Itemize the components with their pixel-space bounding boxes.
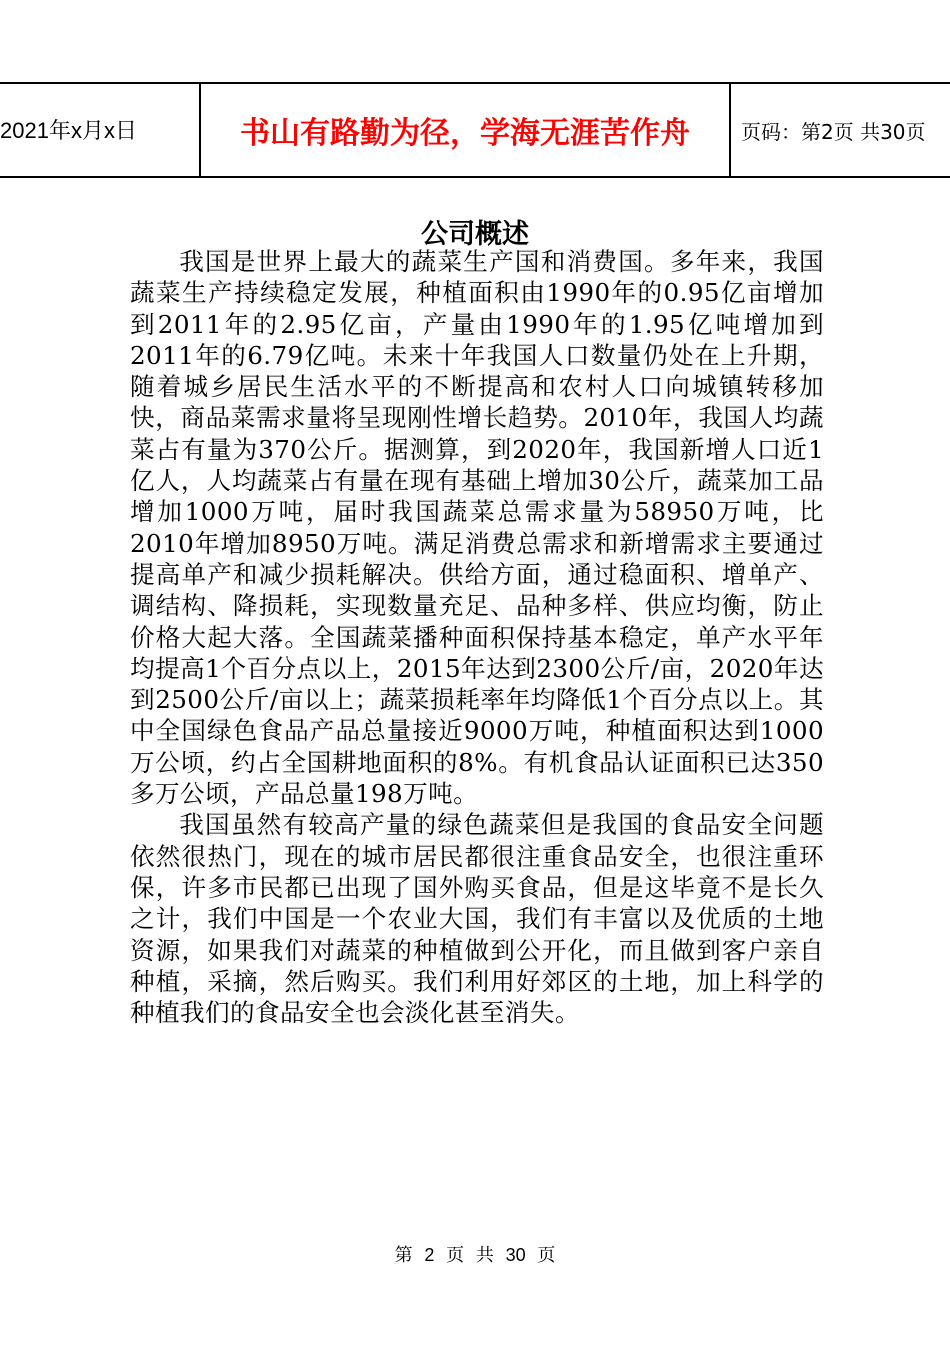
header-date: 2021年x月x日 bbox=[0, 84, 201, 176]
footer-total-pages: 30 bbox=[505, 1245, 526, 1265]
footer-prefix: 第 bbox=[394, 1245, 413, 1266]
footer-suffix: 页 bbox=[537, 1245, 556, 1266]
page-footer bbox=[0, 1241, 950, 1267]
footer-middle: 页 共 bbox=[446, 1245, 494, 1266]
page-header bbox=[0, 82, 950, 178]
page-title: 公司概述 bbox=[421, 219, 529, 250]
paragraph-1: 我国是世界上最大的蔬菜生产国和消费国。多年来，我国蔬菜生产持续稳定发展，种植面积由1990年的0.95亿亩增加到2011年的2.95亿亩，产量由1990年的1.95亿吨增加到2011年的6.79亿吨。未来十年我国人口数量仍处在上升期，随着城乡居民生活水平的不断提高和农村人口向城镇转移加快，商品菜需求量将呈现刚性增长趋势。2010年，我国人均蔬菜占有量为370公斤。据测算，到2020年，我国新增人口近1亿人，人均蔬菜占有量在现有基础上增加30公斤，蔬菜加工品增加1000万吨，届时我国蔬菜总需求量为58950万吨，比2010年增加8950万吨。满足消费总需求和新增需求主要通过提高单产和减少损耗解决。供给方面，通过稳面积、增单产、调结构、降损耗，实现数量充足、品种多样、供应均衡，防止价格大起大落。全国蔬菜播种面积保持基本稳定，单产水平年均提高1个百分点以上，2015年达到2300公斤/亩，2020年达到2500公斤/亩以上；蔬菜损耗率年均降低1个百分点以上。其中全国绿色食品产品总量接近9000万吨，种植面积达到1000万公顷，约占全国耕地面积的8%。有机食品认证面积已达350多万公顷，产品总量198万吨。 bbox=[130, 247, 824, 809]
header-page-indicator: 页码：第2页 共30页 bbox=[741, 119, 926, 144]
footer-current-page: 2 bbox=[424, 1245, 435, 1265]
paragraph-2: 我国虽然有较高产量的绿色蔬菜但是我国的食品安全问题依然很热门，现在的城市居民都很注重食品安全，也很注重环保，许多市民都已出现了国外购买食品，但是这毕竟不是长久之计，我们中国是一个农业大国，我们有丰富以及优质的土地资源，如果我们对蔬菜的种植做到公开化，而且做到客户亲自种植，采摘，然后购买。我们利用好郊区的土地，加上科学的种植我们的食品安全也会淡化甚至消失。 bbox=[130, 810, 824, 1028]
body-content bbox=[130, 246, 824, 1028]
header-motto: 书山有路勤为径，学海无涯苦作舟 bbox=[201, 84, 731, 176]
